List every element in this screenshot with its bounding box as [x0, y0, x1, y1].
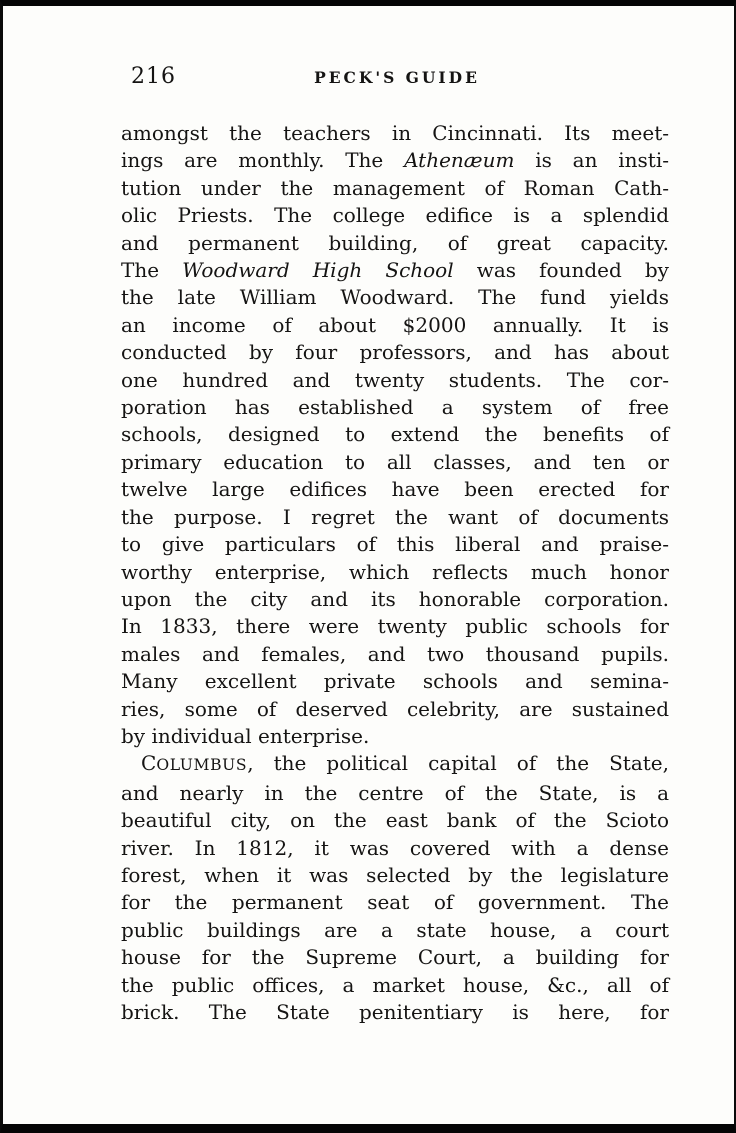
paragraph [121, 120, 669, 750]
page-header [123, 64, 671, 90]
text-line [121, 312, 669, 339]
text-segment: brick. The State penitentiary is here, for [121, 1000, 669, 1024]
text-segment: is an insti- [514, 148, 669, 173]
text-segment-smallcaps: OLUMBUS [156, 756, 248, 775]
text-segment: twelve large edifices have been erected for [121, 477, 669, 502]
text-segment: the public offices, a market house, &c., all of [121, 972, 669, 997]
text-line [121, 889, 669, 916]
text-line [121, 284, 669, 311]
text-segment: C [141, 751, 157, 776]
text-line [121, 862, 669, 889]
text-segment: and nearly in the centre of the State, is a [121, 780, 669, 805]
text-segment: amongst the teachers in Cincinnati. Its meet- [121, 121, 669, 145]
text-segment: and permanent building, of great capacity. [121, 230, 669, 255]
text-line [121, 421, 669, 448]
text-line [121, 696, 669, 723]
text-segment: the late William Woodward. The fund yields [121, 285, 669, 310]
text-segment: for the permanent seat of government. The [121, 890, 669, 915]
text-line [121, 147, 669, 174]
page-body [121, 120, 669, 1026]
text-line [121, 750, 669, 779]
text-segment: The [121, 258, 183, 283]
text-segment: poration has established a system of free [121, 395, 669, 420]
text-segment: ings are monthly. The [121, 148, 405, 173]
text-segment: males and females, and two thousand pupils. [121, 641, 669, 666]
text-segment: schools, designed to extend the benefits of [121, 422, 669, 447]
text-line [121, 120, 669, 147]
text-segment: an income of about $2000 annually. It is [121, 312, 669, 337]
text-segment: by individual enterprise. [121, 723, 370, 748]
text-segment: forest, when it was selected by the legislature [121, 862, 669, 887]
text-segment: tution under the management of Roman Cath- [121, 175, 669, 200]
text-segment: the purpose. I regret the want of documents [121, 504, 669, 529]
text-line [121, 339, 669, 366]
text-line [121, 504, 669, 531]
text-line [121, 668, 669, 695]
text-line [121, 367, 669, 394]
page-number: 216 [131, 64, 176, 89]
text-line [121, 559, 669, 586]
text-segment: , the political capital of the State, [247, 751, 669, 776]
text-segment: house for the Supreme Court, a building for [121, 945, 669, 970]
text-line [121, 835, 669, 862]
text-line [121, 723, 669, 750]
text-line [121, 972, 669, 999]
text-segment: olic Priests. The college edifice is a splendid [121, 203, 669, 228]
text-line [121, 999, 669, 1026]
running-title: PECK'S GUIDE [314, 68, 480, 87]
text-line [121, 586, 669, 613]
text-line [121, 917, 669, 944]
text-line [121, 394, 669, 421]
text-segment: to give particulars of this liberal and praise- [121, 532, 669, 557]
text-line [121, 613, 669, 640]
text-line [121, 449, 669, 476]
text-segment: worthy enterprise, which reflects much honor [121, 559, 669, 584]
text-segment: public buildings are a state house, a court [121, 917, 669, 942]
text-segment: one hundred and twenty students. The cor- [121, 367, 669, 392]
text-line [121, 175, 669, 202]
text-segment-italic: Athenæum [404, 148, 515, 173]
text-segment: ries, some of deserved celebrity, are sustained [121, 696, 669, 721]
text-line [121, 476, 669, 503]
paragraph [121, 750, 669, 1026]
text-line [121, 202, 669, 229]
text-segment-italic: Woodward High School [182, 258, 454, 283]
text-segment: was founded by [453, 258, 669, 283]
text-segment: beautiful city, on the east bank of the Scioto [121, 808, 669, 833]
text-line [121, 780, 669, 807]
text-line [121, 807, 669, 834]
text-segment: river. In 1812, it was covered with a dense [121, 835, 669, 860]
text-segment: conducted by four professors, and has about [121, 340, 669, 365]
text-line [121, 230, 669, 257]
text-segment: Many excellent private schools and semina- [121, 669, 669, 694]
text-line [121, 257, 669, 284]
text-line [121, 641, 669, 668]
text-line [121, 531, 669, 558]
text-segment: upon the city and its honorable corporation. [121, 586, 669, 611]
text-segment: In 1833, there were twenty public schools for [121, 614, 669, 639]
text-segment: primary education to all classes, and ten or [121, 449, 669, 474]
text-line [121, 944, 669, 971]
